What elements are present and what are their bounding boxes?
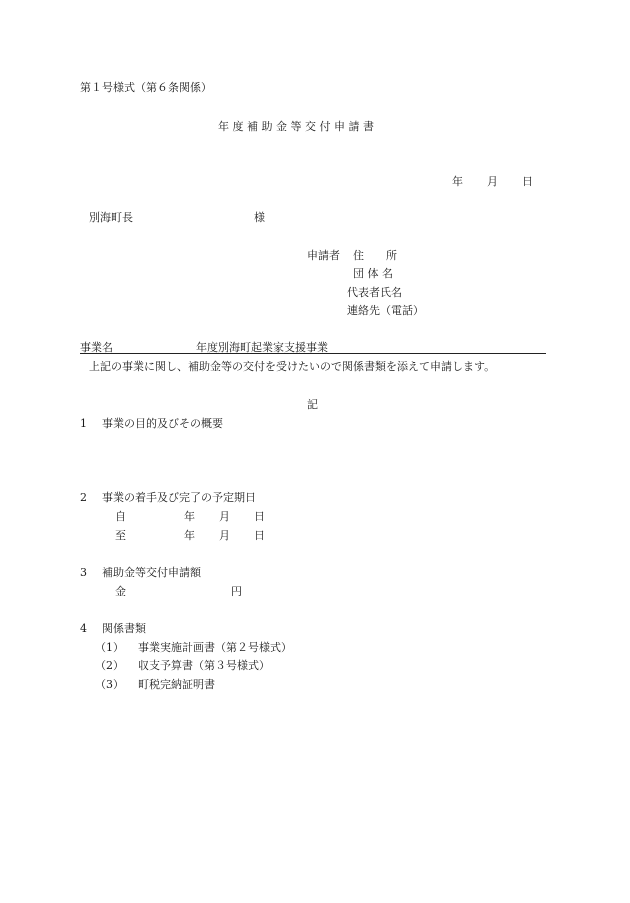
- applicant-address-label: 住 所: [353, 249, 397, 262]
- document-2-name: 収支予算書（第３号様式）: [138, 659, 270, 672]
- date-month: 月: [487, 175, 498, 188]
- project-name: 年度別海町起業家支援事業: [196, 341, 328, 354]
- document-title: 年 度 補 助 金 等 交 付 申 請 書: [218, 120, 374, 133]
- document-1-name: 事業実施計画書（第２号様式）: [138, 641, 292, 654]
- schedule-to-year: 年: [184, 529, 195, 542]
- section-4-title: 関係書類: [102, 622, 146, 635]
- project-underline: [80, 353, 546, 354]
- schedule-to-label: 至: [115, 529, 126, 542]
- applicant-organization-label: 団 体 名: [353, 267, 393, 280]
- form-number: 第１号様式（第６条関係）: [80, 81, 212, 94]
- schedule-from-year: 年: [184, 510, 195, 523]
- date-year: 年: [452, 175, 463, 188]
- section-3-number: 3: [80, 566, 87, 579]
- document-3-number: （3）: [95, 678, 124, 691]
- section-1-number: 1: [80, 417, 87, 430]
- ki-heading: 記: [307, 398, 318, 411]
- document-1-number: （1）: [95, 641, 124, 654]
- applicant-label: 申請者: [307, 249, 340, 262]
- schedule-to-day: 日: [254, 529, 265, 542]
- project-label: 事業名: [80, 341, 113, 354]
- section-1-title: 事業の目的及びその概要: [102, 417, 223, 430]
- schedule-from-label: 自: [115, 510, 126, 523]
- schedule-from-day: 日: [254, 510, 265, 523]
- addressee-honorific: 様: [254, 211, 265, 224]
- schedule-to-month: 月: [219, 529, 230, 542]
- addressee-name: 別海町長: [89, 211, 133, 224]
- intro-text: 上記の事業に関し、補助金等の交付を受けたいので関係書類を添えて申請します。: [89, 360, 496, 373]
- amount-prefix: 金: [115, 585, 126, 598]
- date-day: 日: [522, 175, 533, 188]
- schedule-from-month: 月: [219, 510, 230, 523]
- section-3-title: 補助金等交付申請額: [102, 566, 201, 579]
- section-4-number: 4: [80, 622, 87, 635]
- applicant-contact-label: 連絡先（電話）: [347, 304, 424, 317]
- section-2-number: 2: [80, 491, 87, 504]
- document-3-name: 町税完納証明書: [138, 678, 215, 691]
- section-2-title: 事業の着手及び完了の予定期日: [102, 491, 256, 504]
- applicant-representative-label: 代表者氏名: [347, 286, 402, 299]
- amount-unit: 円: [231, 585, 242, 598]
- document-2-number: （2）: [95, 659, 124, 672]
